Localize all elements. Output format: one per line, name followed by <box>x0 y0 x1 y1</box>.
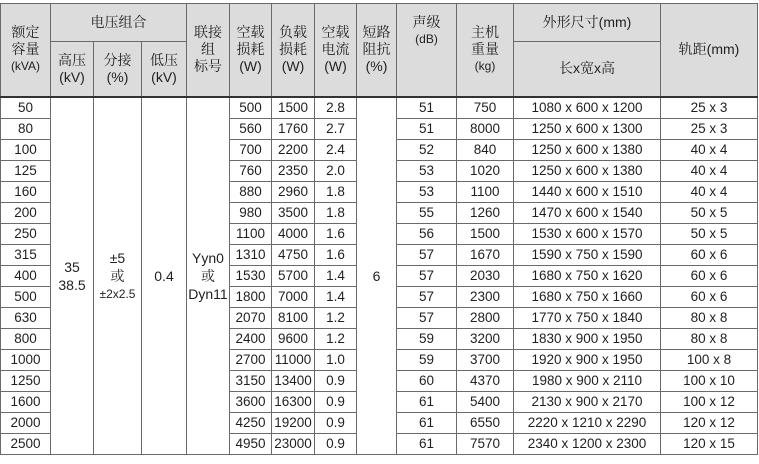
cell-capacity: 50 <box>1 97 51 119</box>
cell-dimensions: 1590 x 750 x 1590 <box>514 244 661 265</box>
cell-load-loss: 4750 <box>272 244 315 265</box>
cell-load-loss: 8100 <box>272 307 315 328</box>
cell-weight: 5400 <box>457 391 514 412</box>
cell-gauge: 60 x 6 <box>661 286 758 307</box>
header-weight: 主机 重量 (kg) <box>457 4 514 97</box>
cell-weight: 840 <box>457 139 514 160</box>
header-voltage-group: 电压组合 <box>51 4 187 42</box>
header-impedance: 短路 阻抗 (%) <box>357 4 397 97</box>
cell-dimensions: 1250 x 600 x 1300 <box>514 118 661 139</box>
cell-noload-loss: 2700 <box>230 349 272 370</box>
cell-noload-current: 1.2 <box>315 307 357 328</box>
cell-dimensions: 1250 x 600 x 1380 <box>514 160 661 181</box>
cell-capacity: 315 <box>1 244 51 265</box>
cell-noload-current: 2.0 <box>315 160 357 181</box>
cell-dimensions: 1830 x 900 x 1950 <box>514 328 661 349</box>
cell-dimensions: 1680 x 750 x 1660 <box>514 286 661 307</box>
table-body <box>1 97 758 455</box>
cell-weight: 1500 <box>457 223 514 244</box>
cell-gauge: 100 x 8 <box>661 349 758 370</box>
cell-noload-current: 1.2 <box>315 328 357 349</box>
cell-capacity: 630 <box>1 307 51 328</box>
cell-dimensions: 2340 x 1200 x 2300 <box>514 433 661 454</box>
cell-noise: 57 <box>397 244 457 265</box>
transformer-spec-table <box>0 3 758 455</box>
cell-capacity: 400 <box>1 265 51 286</box>
cell-noload-current: 2.7 <box>315 118 357 139</box>
cell-load-loss: 19200 <box>272 412 315 433</box>
cell-noise: 52 <box>397 139 457 160</box>
cell-noise: 51 <box>397 97 457 119</box>
cell-noload-loss: 1100 <box>230 223 272 244</box>
cell-noise: 61 <box>397 412 457 433</box>
cell-gauge: 50 x 5 <box>661 202 758 223</box>
cell-noload-loss: 3150 <box>230 370 272 391</box>
header-load-loss: 负载 损耗 (W) <box>272 4 315 97</box>
cell-weight: 1670 <box>457 244 514 265</box>
cell-gauge: 120 x 15 <box>661 433 758 454</box>
cell-dimensions: 1470 x 600 x 1540 <box>514 202 661 223</box>
cell-noload-loss: 880 <box>230 181 272 202</box>
cell-gauge: 60 x 6 <box>661 265 758 286</box>
cell-noload-loss: 2400 <box>230 328 272 349</box>
cell-noise: 61 <box>397 391 457 412</box>
cell-load-loss: 11000 <box>272 349 315 370</box>
header-vector-group: 联接 组 标号 <box>187 4 230 97</box>
header-capacity: 额定 容量 (kVA) <box>1 4 51 97</box>
cell-weight: 750 <box>457 97 514 119</box>
header-dims-sub: 长x宽x高 <box>514 42 661 97</box>
cell-noload-loss: 4950 <box>230 433 272 454</box>
cell-weight: 1260 <box>457 202 514 223</box>
cell-noise: 57 <box>397 307 457 328</box>
cell-capacity: 125 <box>1 160 51 181</box>
cell-capacity: 80 <box>1 118 51 139</box>
cell-gauge: 25 x 3 <box>661 118 758 139</box>
cell-noload-current: 1.6 <box>315 223 357 244</box>
cell-noise: 53 <box>397 181 457 202</box>
cell-capacity: 160 <box>1 181 51 202</box>
cell-noload-loss: 760 <box>230 160 272 181</box>
cell-gauge: 40 x 4 <box>661 160 758 181</box>
header-gauge: 轨距(mm) <box>661 4 758 97</box>
cell-noload-current: 0.9 <box>315 412 357 433</box>
cell-dimensions: 1920 x 900 x 1950 <box>514 349 661 370</box>
cell-weight: 3200 <box>457 328 514 349</box>
cell-capacity: 1600 <box>1 391 51 412</box>
cell-noload-current: 1.8 <box>315 202 357 223</box>
cell-noload-loss: 500 <box>230 97 272 119</box>
cell-weight: 3700 <box>457 349 514 370</box>
header-noise: 声级 (dB) <box>397 4 457 97</box>
cell-load-loss: 13400 <box>272 370 315 391</box>
cell-noload-loss: 2070 <box>230 307 272 328</box>
cell-capacity: 200 <box>1 202 51 223</box>
cell-capacity: 2500 <box>1 433 51 454</box>
cell-gauge: 60 x 6 <box>661 244 758 265</box>
cell-noload-loss: 560 <box>230 118 272 139</box>
cell-dimensions: 2220 x 1210 x 2290 <box>514 412 661 433</box>
cell-noload-current: 1.4 <box>315 286 357 307</box>
cell-gauge: 80 x 8 <box>661 307 758 328</box>
cell-weight: 2030 <box>457 265 514 286</box>
cell-capacity: 1250 <box>1 370 51 391</box>
cell-noload-loss: 3600 <box>230 391 272 412</box>
cell-noload-current: 0.9 <box>315 433 357 454</box>
header-lv: 低压 (kV) <box>142 42 187 97</box>
cell-dimensions: 1440 x 600 x 1510 <box>514 181 661 202</box>
cell-noise: 59 <box>397 328 457 349</box>
header-noload-loss: 空载 损耗 (W) <box>230 4 272 97</box>
cell-dimensions: 1530 x 600 x 1570 <box>514 223 661 244</box>
cell-load-loss: 2960 <box>272 181 315 202</box>
cell-vector-merged: Yyn0 或 Dyn11 <box>187 97 230 455</box>
cell-noload-loss: 1530 <box>230 265 272 286</box>
cell-gauge: 80 x 8 <box>661 328 758 349</box>
header-tap: 分接 (%) <box>94 42 142 97</box>
cell-noise: 59 <box>397 349 457 370</box>
cell-weight: 7570 <box>457 433 514 454</box>
cell-dimensions: 1770 x 750 x 1840 <box>514 307 661 328</box>
cell-capacity: 800 <box>1 328 51 349</box>
cell-load-loss: 5700 <box>272 265 315 286</box>
table-row <box>1 97 758 119</box>
cell-gauge: 100 x 10 <box>661 370 758 391</box>
cell-load-loss: 3500 <box>272 202 315 223</box>
cell-weight: 2800 <box>457 307 514 328</box>
cell-gauge: 40 x 4 <box>661 139 758 160</box>
cell-noload-loss: 1800 <box>230 286 272 307</box>
cell-load-loss: 1760 <box>272 118 315 139</box>
cell-load-loss: 1500 <box>272 97 315 119</box>
cell-gauge: 25 x 3 <box>661 97 758 119</box>
cell-load-loss: 2200 <box>272 139 315 160</box>
cell-noload-loss: 700 <box>230 139 272 160</box>
cell-noise: 55 <box>397 202 457 223</box>
cell-weight: 8000 <box>457 118 514 139</box>
cell-load-loss: 7000 <box>272 286 315 307</box>
cell-noload-current: 1.8 <box>315 181 357 202</box>
cell-weight: 1100 <box>457 181 514 202</box>
header-noload-current: 空载 电流 (W) <box>315 4 357 97</box>
cell-weight: 2300 <box>457 286 514 307</box>
cell-noload-current: 0.9 <box>315 370 357 391</box>
cell-gauge: 50 x 5 <box>661 223 758 244</box>
cell-load-loss: 4000 <box>272 223 315 244</box>
cell-dimensions: 1250 x 600 x 1380 <box>514 139 661 160</box>
table-header <box>1 4 758 97</box>
cell-weight: 1020 <box>457 160 514 181</box>
cell-dimensions: 1680 x 750 x 1620 <box>514 265 661 286</box>
cell-noise: 61 <box>397 433 457 454</box>
header-hv: 高压 (kV) <box>51 42 94 97</box>
cell-noload-loss: 980 <box>230 202 272 223</box>
cell-dimensions: 2130 x 900 x 2170 <box>514 391 661 412</box>
cell-load-loss: 2350 <box>272 160 315 181</box>
cell-weight: 4370 <box>457 370 514 391</box>
cell-gauge: 100 x 12 <box>661 391 758 412</box>
cell-noise: 60 <box>397 370 457 391</box>
cell-weight: 6550 <box>457 412 514 433</box>
cell-noload-current: 1.6 <box>315 244 357 265</box>
cell-noise: 53 <box>397 160 457 181</box>
cell-impedance-merged: 6 <box>357 97 397 455</box>
cell-gauge: 40 x 4 <box>661 181 758 202</box>
cell-noise: 51 <box>397 118 457 139</box>
cell-noload-loss: 1310 <box>230 244 272 265</box>
cell-capacity: 1000 <box>1 349 51 370</box>
cell-dimensions: 1980 x 900 x 2110 <box>514 370 661 391</box>
cell-dimensions: 1080 x 600 x 1200 <box>514 97 661 119</box>
cell-noload-current: 1.4 <box>315 265 357 286</box>
cell-hv-merged: 35 38.5 <box>51 97 94 455</box>
header-dimensions: 外形尺寸(mm) <box>514 4 661 42</box>
cell-capacity: 100 <box>1 139 51 160</box>
cell-load-loss: 16300 <box>272 391 315 412</box>
cell-noload-current: 2.8 <box>315 97 357 119</box>
cell-capacity: 2000 <box>1 412 51 433</box>
cell-noload-current: 0.9 <box>315 391 357 412</box>
cell-capacity: 250 <box>1 223 51 244</box>
cell-tap-merged: ±5 或 ±2x2.5 <box>94 97 142 455</box>
cell-noload-current: 1.0 <box>315 349 357 370</box>
cell-capacity: 500 <box>1 286 51 307</box>
cell-lv-merged: 0.4 <box>142 97 187 455</box>
cell-load-loss: 23000 <box>272 433 315 454</box>
cell-gauge: 120 x 12 <box>661 412 758 433</box>
cell-noise: 57 <box>397 286 457 307</box>
cell-noise: 57 <box>397 265 457 286</box>
cell-noise: 56 <box>397 223 457 244</box>
cell-noload-loss: 4250 <box>230 412 272 433</box>
cell-load-loss: 9600 <box>272 328 315 349</box>
cell-noload-current: 2.4 <box>315 139 357 160</box>
